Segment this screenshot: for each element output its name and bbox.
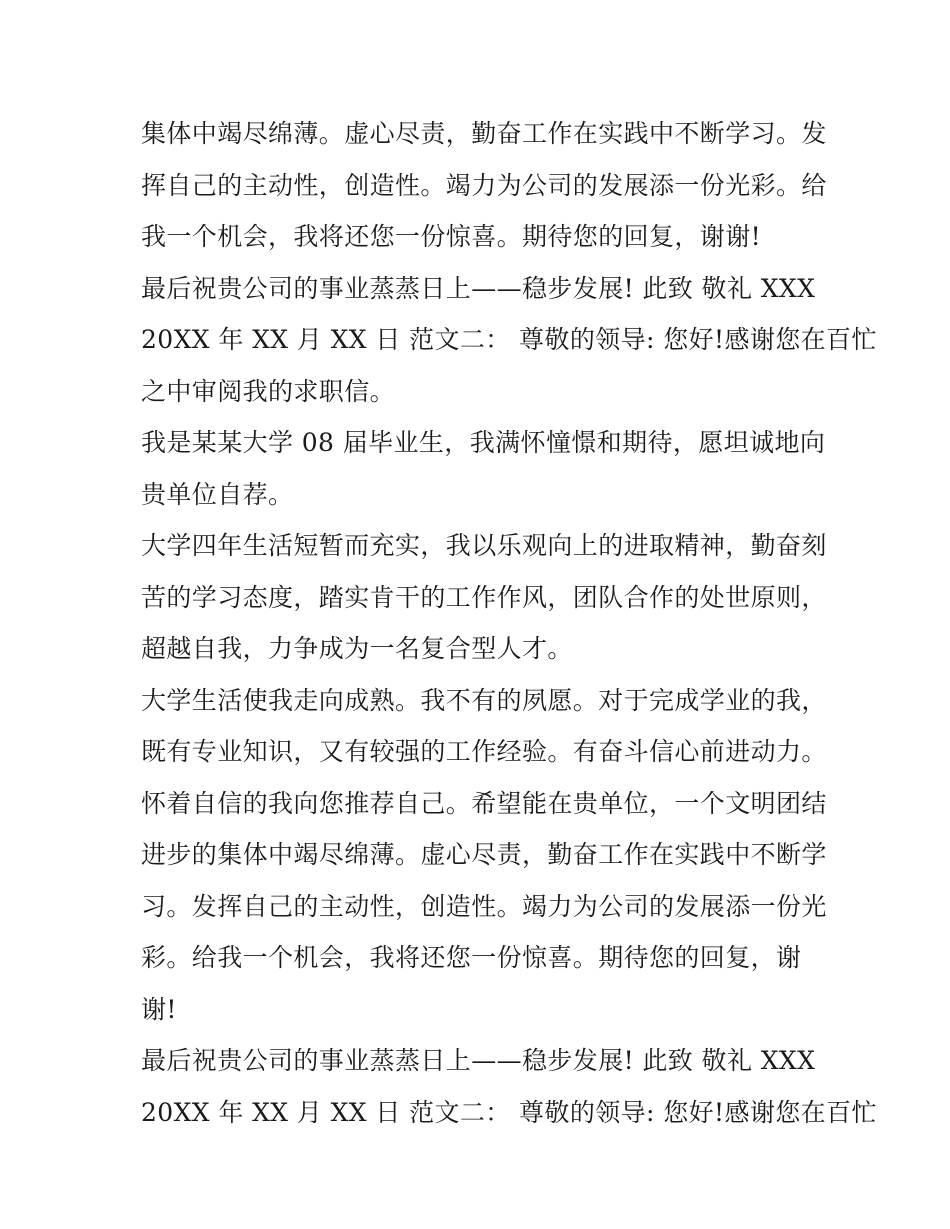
text-line: 最后祝贵公司的事业蒸蒸日上——稳步发展! 此致 敬礼 XXX — [141, 1046, 816, 1075]
text-line: 集体中竭尽绵薄。虚心尽责，勤奋工作在实践中不断学习。发 — [141, 119, 827, 148]
text-line: 我一个机会，我将还您一份惊喜。期待您的回复，谢谢! — [141, 222, 762, 251]
text-line: 20XX 年 XX 月 XX 日 范文二： 尊敬的领导: 您好!感谢您在百忙 — [141, 325, 877, 354]
text-line: 怀着自信的我向您推荐自己。希望能在贵单位，一个文明团结 — [141, 788, 827, 818]
text-line: 苦的学习态度，踏实肯干的工作作风，团队合作的处世原则， — [141, 582, 827, 612]
text-line: 我是某某大学 08 届毕业生，我满怀憧憬和期待，愿坦诚地向 — [141, 428, 826, 457]
text-line: 超越自我，力争成为一名复合型人才。 — [141, 634, 573, 663]
text-line: 挥自己的主动性，创造性。竭力为公司的发展添一份光彩。给 — [141, 170, 827, 200]
text-line: 习。发挥自己的主动性，创造性。竭力为公司的发展添一份光 — [141, 891, 827, 921]
text-line: 贵单位自荐。 — [141, 479, 294, 509]
text-line: 之中审阅我的求职信。 — [141, 376, 396, 406]
document-body — [141, 108, 877, 1138]
text-line: 大学四年生活短暂而充实，我以乐观向上的进取精神，勤奋刻 — [141, 531, 827, 560]
text-line: 进步的集体中竭尽绵薄。虚心尽责，勤奋工作在实践中不断学 — [141, 840, 827, 869]
text-line: 大学生活使我走向成熟。我不有的夙愿。对于完成学业的我， — [141, 685, 827, 715]
text-line: 彩。给我一个机会，我将还您一份惊喜。期待您的回复，谢 — [141, 943, 802, 972]
text-line: 20XX 年 XX 月 XX 日 范文二： 尊敬的领导: 您好!感谢您在百忙 — [141, 1097, 877, 1127]
text-line: 最后祝贵公司的事业蒸蒸日上——稳步发展! 此致 敬礼 XXX — [141, 273, 816, 303]
text-line: 既有专业知识，又有较强的工作经验。有奋斗信心前进动力。 — [141, 737, 827, 766]
text-line: 谢! — [141, 994, 177, 1024]
